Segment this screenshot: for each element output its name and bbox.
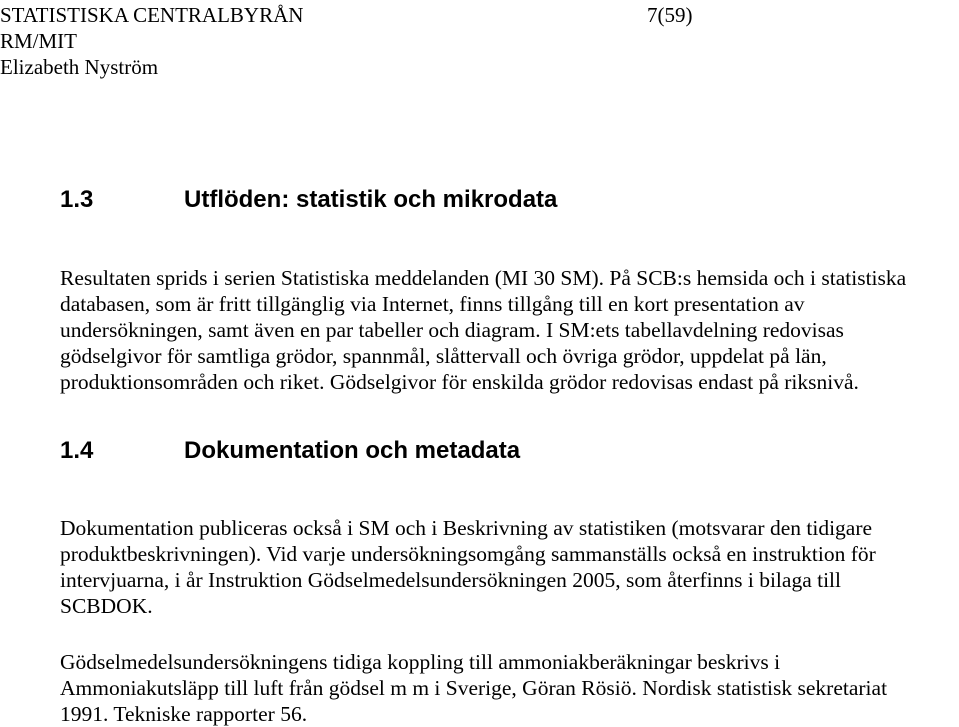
page-number: 7(59) [647,3,693,27]
header-org-row [0,2,740,28]
department-code: RM/MIT [0,29,78,53]
section-title: Dokumentation och metadata [184,437,521,464]
paragraph-documentation [60,515,945,619]
section-number: 1.4 [60,437,94,464]
organization-name: STATISTISKA CENTRALBYRÅN [0,3,304,27]
section-number: 1.3 [60,186,94,213]
paragraph-line: 1991. Tekniske rapporter 56. [60,702,308,726]
paragraph-line: undersökningen, samt även en par tabeller och diagram. I SM:ets tabellavdelning redovisas [60,318,844,342]
paragraph-line: Gödselmedelsundersökningens tidiga koppling till ammoniakberäkningar beskrivs i [60,650,781,674]
paragraph-line: Resultaten sprids i serien Statistiska meddelanden (MI 30 SM). På SCB:s hemsida och i statistiska [60,266,907,290]
section-title: Utflöden: statistik och mikrodata [184,186,558,213]
paragraph-line: SCBDOK. [60,594,153,618]
section-heading-1-3 [60,185,557,215]
paragraph-line: produktbeskrivningen). Vid varje undersökningsomgång sammanställs också en instruktion för [60,542,876,566]
paragraph-line: intervjuarna, i år Instruktion Gödselmedelsundersökningen 2005, som återfinns i bilaga till [60,568,842,592]
paragraph-line: gödselgivor för samtliga grödor, spannmål, slåttervall och övriga grödor, uppdelat på län, [60,344,827,368]
author-name: Elizabeth Nyström [0,55,159,79]
paragraph-outputs [60,265,945,395]
paragraph-ammonia-reference [60,649,945,727]
paragraph-line: databasen, som är fritt tillgänglig via Internet, finns tillgång till en kort presentation av [60,292,805,316]
paragraph-line: produktionsområden och riket. Gödselgivor för enskilda grödor redovisas endast på riksnivå. [60,370,859,394]
page-header [0,2,740,80]
paragraph-line: Ammoniakutsläpp till luft från gödsel m m i Sverige, Göran Rösiö. Nordisk statistisk sekretariat [60,676,888,700]
paragraph-line: Dokumentation publiceras också i SM och i Beskrivning av statistiken (motsvarar den tidigare [60,516,873,540]
section-heading-1-4 [60,436,520,466]
